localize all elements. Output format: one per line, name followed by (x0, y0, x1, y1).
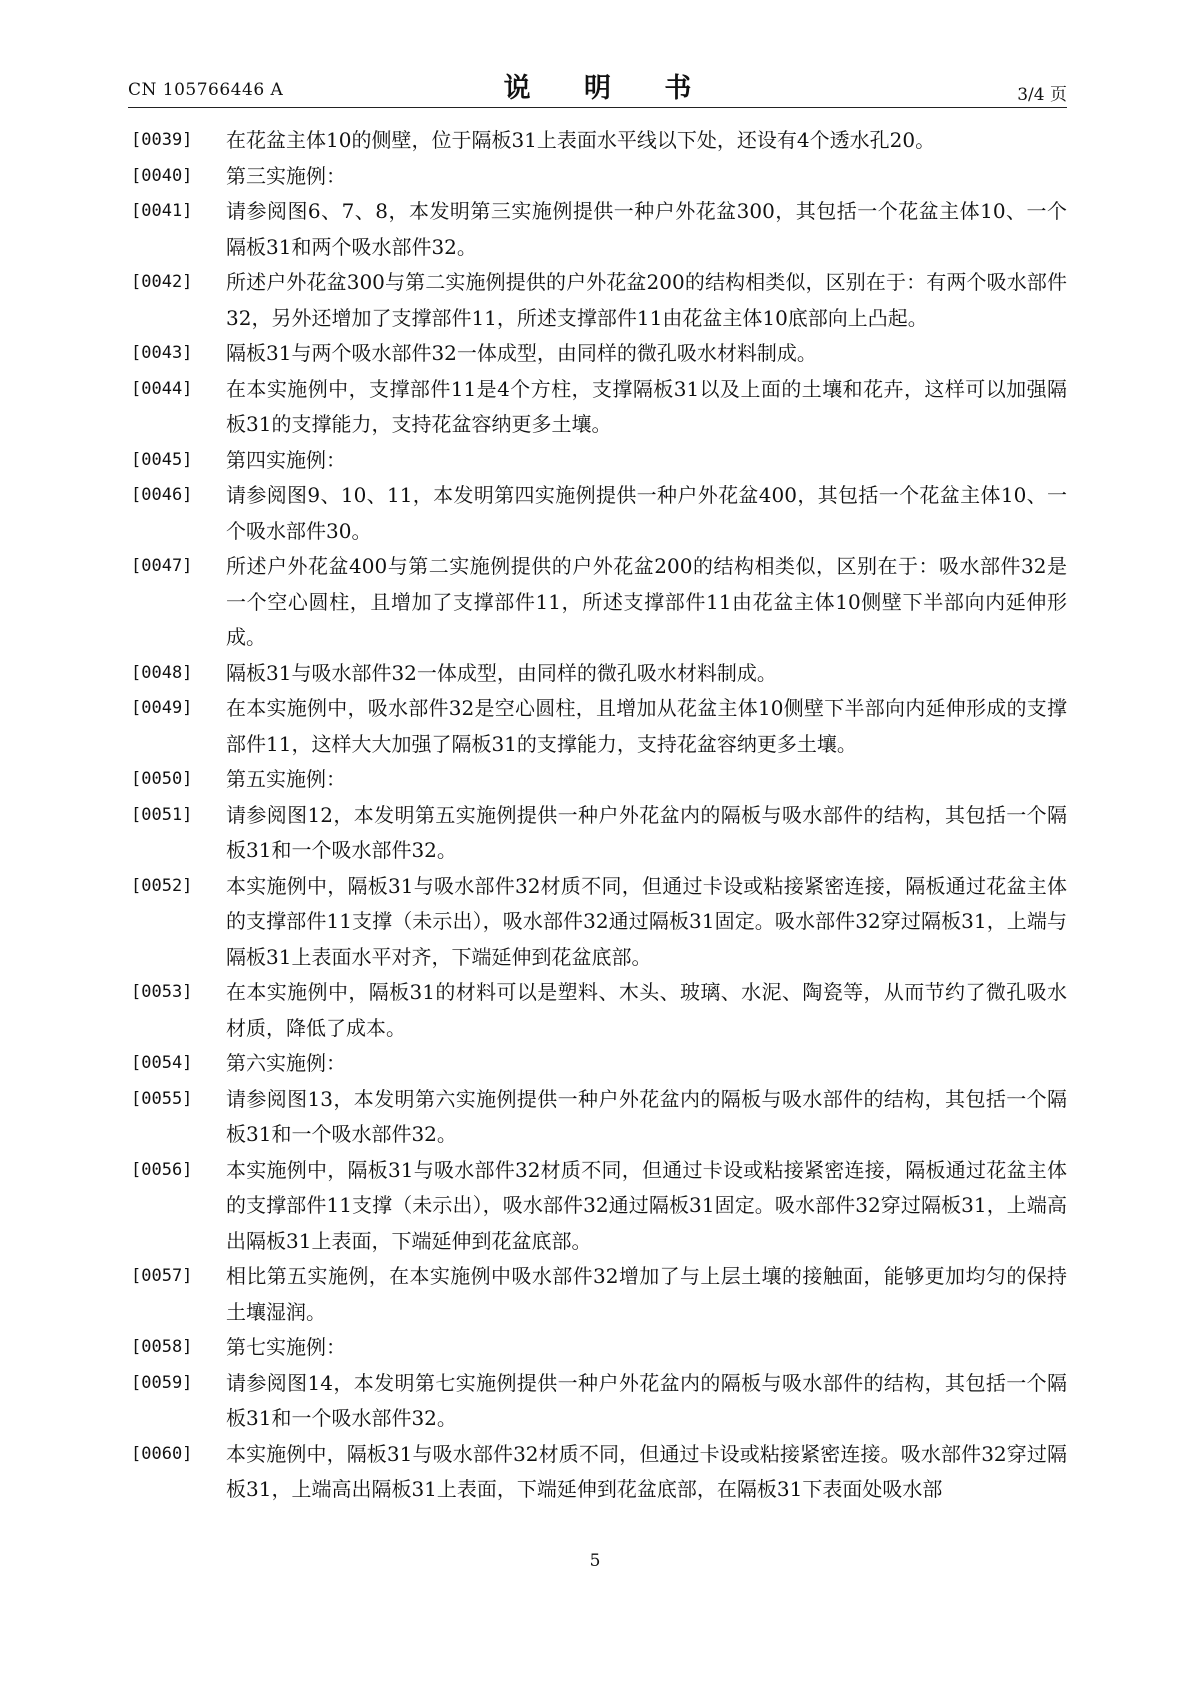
paragraph-text: 请参阅图13，本发明第六实施例提供一种户外花盆内的隔板与吸水部件的结构，其包括一个隔板31和一个吸水部件32。 (226, 1086, 1067, 1146)
paragraph-text: 隔板31与吸水部件32一体成型，由同样的微孔吸水材料制成。 (226, 660, 777, 685)
paragraph-number: [0048] (131, 662, 193, 683)
paragraph-text: 隔板31与两个吸水部件32一体成型，由同样的微孔吸水材料制成。 (226, 341, 817, 365)
page-info: 3/4 页 (1017, 85, 1067, 105)
paragraph-text: 请参阅图6、7、8，本发明第三实施例提供一种户外花盆300，其包括一个花盆主体10、一个隔板31和两个吸水部件32。 (226, 199, 1067, 259)
paragraph-number: [0047] (131, 556, 193, 576)
paragraph-text: 所述户外花盆400与第二实施例提供的户外花盆200的结构相类似，区别在于：吸水部件32是一个空心圆柱，且增加了支撑部件11，所述支撑部件11由花盆主体10侧壁下半部向内延伸形成。 (226, 554, 1067, 649)
paragraph (131, 159, 1067, 195)
document-title: 说 明 书 (503, 73, 714, 104)
paragraph-text: 第四实施例： (226, 447, 346, 472)
paragraph-text: 本实施例中，隔板31与吸水部件32材质不同，但通过卡设或粘接紧密连接。吸水部件32穿过隔板31，上端高出隔板31上表面，下端延伸到花盆底部，在隔板31下表面处吸水部 (226, 1441, 1067, 1501)
paragraph-text: 第三实施例： (226, 163, 346, 188)
header-divider (128, 107, 1067, 108)
paragraph (131, 1330, 1067, 1366)
paragraph-number: [0044] (131, 378, 193, 399)
paragraph (131, 443, 1067, 479)
paragraph (131, 265, 1067, 336)
paragraph-number: [0052] (131, 875, 193, 896)
paragraph (131, 336, 1067, 372)
paragraph (131, 372, 1067, 443)
page-number: 5 (589, 1551, 601, 1571)
paragraph (131, 194, 1067, 265)
paragraph-text: 第七实施例： (226, 1335, 346, 1359)
paragraph (131, 123, 1067, 159)
paragraph (131, 1082, 1067, 1153)
paragraph-text: 相比第五实施例，在本实施例中吸水部件32增加了与上层土壤的接触面，能够更加均匀的保持土壤湿润。 (226, 1264, 1067, 1324)
paragraph (131, 798, 1067, 869)
paragraph-number: [0042] (131, 272, 193, 292)
paragraph-text: 在本实施例中，隔板31的材料可以是塑料、木头、玻璃、水泥、陶瓷等，从而节约了微孔吸水材质，降低了成本。 (226, 980, 1067, 1040)
document-body (131, 123, 1067, 1508)
paragraph-number: [0045] (131, 449, 193, 470)
paragraph (131, 762, 1067, 798)
paragraph (131, 975, 1067, 1046)
paragraph-number: [0060] (131, 1443, 193, 1464)
paragraph-text: 请参阅图9、10、11，本发明第四实施例提供一种户外花盆400，其包括一个花盆主体10、一个吸水部件30。 (226, 483, 1067, 543)
paragraph-text: 本实施例中，隔板31与吸水部件32材质不同，但通过卡设或粘接紧密连接，隔板通过花盆主体的支撑部件11支撑（未示出），吸水部件32通过隔板31固定。吸水部件32穿过隔板31，上端与隔板31上表面水平对齐，下端延伸到花盆底部。 (226, 873, 1067, 969)
paragraph-text: 第五实施例： (226, 767, 346, 791)
paragraph (131, 691, 1067, 762)
paragraph-number: [0053] (131, 982, 193, 1002)
paragraph-number: [0041] (131, 201, 193, 221)
paragraph-number: [0046] (131, 485, 193, 505)
paragraph (131, 1153, 1067, 1260)
paragraph-text: 所述户外花盆300与第二实施例提供的户外花盆200的结构相类似，区别在于：有两个吸水部件32，另外还增加了支撑部件11，所述支撑部件11由花盆主体10底部向上凸起。 (226, 270, 1067, 330)
paragraph-text: 本实施例中，隔板31与吸水部件32材质不同，但通过卡设或粘接紧密连接，隔板通过花盆主体的支撑部件11支撑（未示出），吸水部件32通过隔板31固定。吸水部件32穿过隔板31，上端高出隔板31上表面，下端延伸到花盆底部。 (226, 1157, 1067, 1253)
paragraph-number: [0043] (131, 343, 193, 363)
paragraph (131, 1437, 1067, 1508)
paragraph-number: [0055] (131, 1088, 193, 1109)
paragraph-number: [0057] (131, 1266, 193, 1286)
paragraph (131, 1259, 1067, 1330)
paragraph-number: [0039] (131, 130, 193, 150)
paragraph-number: [0056] (131, 1159, 193, 1180)
paragraph-text: 请参阅图12，本发明第五实施例提供一种户外花盆内的隔板与吸水部件的结构，其包括一个隔板31和一个吸水部件32。 (226, 802, 1067, 862)
paragraph-number: [0040] (131, 165, 193, 186)
page-header (128, 66, 1067, 110)
paragraph-number: [0050] (131, 769, 193, 789)
paragraph-text: 在本实施例中，支撑部件11是4个方柱，支撑隔板31以及上面的土壤和花卉，这样可以加强隔板31的支撑能力，支持花盆容纳更多土壤。 (226, 376, 1067, 436)
paragraph (131, 869, 1067, 976)
paragraph-text: 在花盆主体10的侧壁，位于隔板31上表面水平线以下处，还设有4个透水孔20。 (226, 128, 936, 152)
paragraph-number: [0059] (131, 1372, 193, 1393)
paragraph-number: [0054] (131, 1053, 193, 1073)
paragraph (131, 478, 1067, 549)
paragraph-text: 第六实施例： (226, 1051, 346, 1075)
paragraph (131, 1366, 1067, 1437)
paragraph-text: 在本实施例中，吸水部件32是空心圆柱，且增加从花盆主体10侧壁下半部向内延伸形成的支撑部件11，这样大大加强了隔板31的支撑能力，支持花盆容纳更多土壤。 (226, 696, 1067, 756)
paragraph (131, 1046, 1067, 1082)
paragraph (131, 656, 1067, 692)
publication-number: CN 105766446 A (128, 80, 284, 100)
paragraph-number: [0049] (131, 698, 193, 718)
paragraph-number: [0051] (131, 804, 193, 825)
paragraph (131, 549, 1067, 656)
paragraph-number: [0058] (131, 1337, 193, 1357)
paragraph-text: 请参阅图14，本发明第七实施例提供一种户外花盆内的隔板与吸水部件的结构，其包括一个隔板31和一个吸水部件32。 (226, 1370, 1067, 1430)
